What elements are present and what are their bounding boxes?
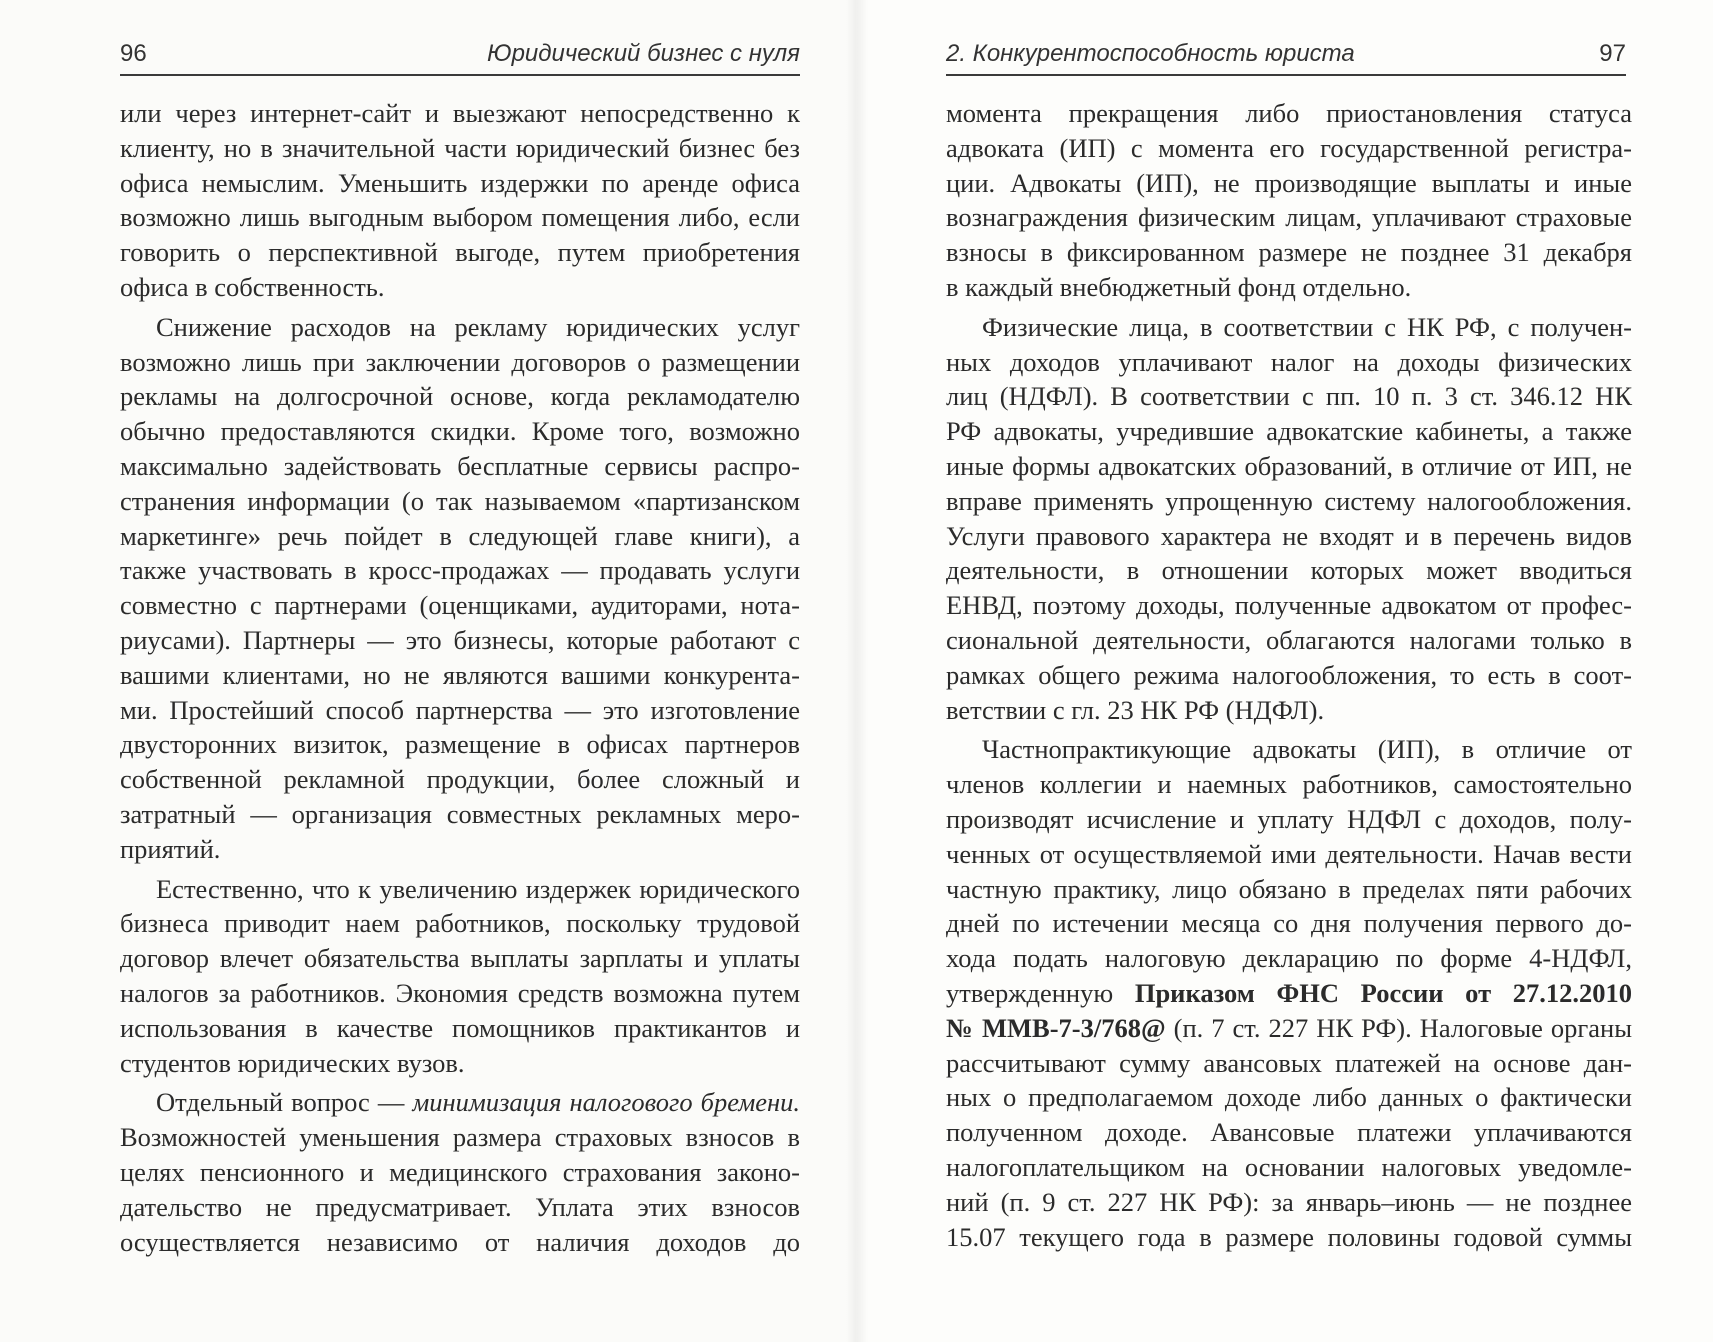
text-line: ЕНВД, поэтому доходы, полученные адвокатом от профес- <box>946 590 1632 621</box>
text-line: налогоплательщиком на основании налоговых уведомле- <box>946 1151 1632 1182</box>
text-line: Услуги правового характера не входят и в перечень видов <box>946 520 1632 551</box>
text-line: двусторонних визиток, размещение в офисах партнеров <box>120 729 800 760</box>
text-line: ми. Простейший способ партнерства — это изготовление <box>120 694 800 725</box>
paragraph-start: Частнопрактикующие адвокаты (ИП), в отличие от <box>982 734 1632 765</box>
right-running-title: 2. Конкурентоспособность юриста <box>946 40 1355 67</box>
text-line: производят исчисление и уплату НДФЛ с доходов, полу- <box>946 803 1632 834</box>
bold-reference: Приказом ФНС России от 27.12.2010 <box>1134 977 1632 1008</box>
text-line: дательство не предусматривает. Уплата этих взносов <box>120 1191 800 1222</box>
text-line: адвоката (ИП) с момента его государственной регистра- <box>946 132 1632 163</box>
text-line: ных о предполагаемом доходе либо данных о фактически <box>946 1082 1632 1113</box>
text-line: странения информации (о так называемом «партизанском <box>120 485 800 516</box>
text-line: использования в качестве помощников практикантов и <box>120 1012 800 1043</box>
text-line: момента прекращения либо приостановления статуса <box>946 98 1632 128</box>
text-line: ветствии с гл. 23 НК РФ (НДФЛ). <box>946 694 1325 725</box>
text-line: лиц (НДФЛ). В соответствии с пп. 10 п. 3 ст. 346.12 НК <box>946 381 1632 412</box>
text-line: маркетинге» речь пойдет в следующей главе книги), а <box>120 520 800 551</box>
text-line: приятий. <box>120 833 221 864</box>
text-line: членов коллегии и наемных работников, самостоятельно <box>946 769 1632 800</box>
text-line-mixed <box>946 976 1632 1011</box>
text-line: также участвовать в кросс-продажах — продавать услуги <box>120 555 800 586</box>
text-line: вправе применять упрощенную систему налогообложения. <box>946 485 1632 516</box>
text-line: ции. Адвокаты (ИП), не производящие выплаты и иные <box>946 167 1632 198</box>
bold-reference: № ММВ-7-3/768@ <box>946 1012 1166 1043</box>
text-line: деятельности, в отношении которых может вводиться <box>946 555 1632 586</box>
text-line: офиса в собственность. <box>120 271 385 302</box>
text-line: осуществляется независимо от наличия доходов до <box>120 1226 800 1257</box>
text-line: или через интернет-сайт и выезжают непосредственно к <box>120 98 800 128</box>
left-running-title: Юридический бизнес с нуля <box>487 40 800 67</box>
text-line: частную практику, лицо обязано в пределах пяти рабочих <box>946 873 1632 904</box>
right-body-text <box>946 96 1632 1254</box>
text-line: вашими клиентами, но не являются вашими конкурента- <box>120 659 800 690</box>
text-line: рассчитывают сумму авансовых платежей на основе дан- <box>946 1047 1632 1078</box>
text-line: рекламы на долгосрочной основе, когда рекламодателю <box>120 381 800 412</box>
right-page <box>856 0 1713 1342</box>
text-line-mixed <box>946 1011 1632 1046</box>
text-line: затратный — организация совместных рекламных меро- <box>120 798 800 829</box>
text-fragment: (п. 7 ст. 227 НК РФ). Налоговые органы <box>1173 1012 1633 1043</box>
text-line: взносы в фиксированном размере не позднее 31 декабря <box>946 237 1632 268</box>
text-line: налогов за работников. Экономия средств возможна путем <box>120 977 800 1008</box>
text-line: возможно лишь при заключении договоров о размещении <box>120 346 800 377</box>
text-line: рамках общего режима налогообложения, то есть в соот- <box>946 659 1632 690</box>
paragraph-start: Снижение расходов на рекламу юридических услуг <box>156 311 800 342</box>
text-line: бизнеса приводит наем работников, поскольку трудовой <box>120 908 800 939</box>
right-page-number: 97 <box>1599 40 1626 67</box>
text-line: ний (п. 9 ст. 227 НК РФ): за январь–июнь — не позднее <box>946 1186 1632 1217</box>
left-body-text <box>120 96 800 1259</box>
text-line: клиенту, но в значительной части юридический бизнес без <box>120 132 800 163</box>
text-line: РФ адвокаты, учредившие адвокатские кабинеты, а также <box>946 416 1632 447</box>
paragraph-start-mixed <box>120 1085 800 1120</box>
left-page-header <box>120 36 800 76</box>
text-line: в каждый внебюджетный фонд отдельно. <box>946 271 1412 302</box>
left-page <box>0 0 856 1342</box>
text-line: сиональной деятельности, облагаются налогами только в <box>946 624 1632 655</box>
text-line: риусами). Партнеры — это бизнесы, которые работают с <box>120 624 800 655</box>
book-gutter <box>846 0 868 1342</box>
text-line: обычно предоставляются скидки. Кроме того, возможно <box>120 416 800 447</box>
text-line: говорить о перспективной выгоде, путем приобретения <box>120 237 800 268</box>
text-line: дней по истечении месяца со дня получения первого до- <box>946 908 1632 939</box>
left-page-number: 96 <box>120 40 147 67</box>
text-line: ных доходов уплачивают налог на доходы физических <box>946 346 1632 377</box>
right-page-header <box>946 36 1626 76</box>
text-line: студентов юридических вузов. <box>120 1047 465 1078</box>
text-line: возможно лишь выгодным выбором помещения либо, если <box>120 202 800 233</box>
text-line: 15.07 текущего года в размере половины годовой суммы <box>946 1221 1632 1252</box>
italic-phrase: минимизация налогового бремени. <box>412 1087 801 1118</box>
text-line: офиса немыслим. Уменьшить издержки по аренде офиса <box>120 167 800 198</box>
paragraph-start: Физические лица, в соответствии с НК РФ, с получен- <box>982 311 1632 342</box>
text-line: ченных от осуществляемой ими деятельности. Начав вести <box>946 838 1632 869</box>
text-line: полученном доходе. Авансовые платежи уплачиваются <box>946 1117 1632 1148</box>
text-line: хода подать налоговую декларацию по форме 4-НДФЛ, <box>946 943 1632 974</box>
text-fragment: Отдельный вопрос — <box>156 1087 405 1118</box>
text-line: договор влечет обязательства выплаты зарплаты и уплаты <box>120 943 800 974</box>
text-line: целях пенсионного и медицинского страхования законо- <box>120 1156 800 1187</box>
text-line: Возможностей уменьшения размера страховых взносов в <box>120 1122 800 1153</box>
text-line: максимально задействовать бесплатные сервисы распро- <box>120 450 800 481</box>
paragraph-start: Естественно, что к увеличению издержек юридического <box>156 873 800 904</box>
text-line: собственной рекламной продукции, более сложный и <box>120 764 800 795</box>
text-line: иные формы адвокатских образований, в отличие от ИП, не <box>946 450 1632 481</box>
text-line: совместно с партнерами (оценщиками, аудиторами, нота- <box>120 590 800 621</box>
text-fragment: утвержденную <box>946 977 1114 1008</box>
text-line: вознаграждения физическим лицам, уплачивают страховые <box>946 202 1632 233</box>
